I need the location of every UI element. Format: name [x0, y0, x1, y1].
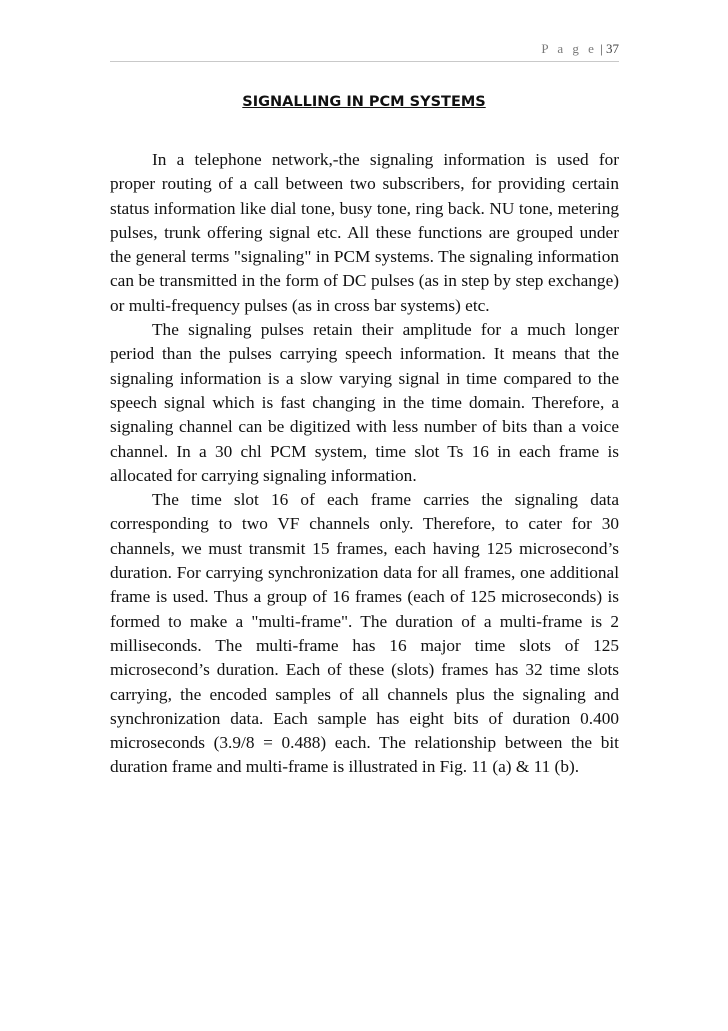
- section-title: SIGNALLING IN PCM SYSTEMS: [242, 94, 486, 110]
- page-label: P a g e: [541, 41, 597, 56]
- paragraph: The signaling pulses retain their amplitude for a much longer period than the pulses carrying speech information. It means that the signaling information is a slow varying signal in time compared to the speech signal which is fast changing in the time domain. Therefore, a signaling channel can be digitized with less number of bits than a voice channel. In a 30 chl PCM system, time slot Ts 16 in each frame is allocated for carrying signaling information.: [110, 320, 619, 485]
- body-text: [110, 148, 619, 780]
- paragraph: In a telephone network,-the signaling information is used for proper routing of a call between two subscribers, for providing certain status information like dial tone, busy tone, ring back. NU tone, metering pulses, trunk offering signal etc. All these functions are grouped under the general terms "signaling" in PCM systems. The signaling information can be transmitted in the form of DC pulses (as in step by step exchange) or multi-frequency pulses (as in cross bar systems) etc.: [110, 150, 619, 315]
- page-number: 37: [606, 41, 619, 56]
- paragraph: The time slot 16 of each frame carries the signaling data corresponding to two VF channels only. Therefore, to cater for 30 channels, we must transmit 15 frames, each having 125 microsecond’s duration. For carrying synchronization data for all frames, one additional frame is used. Thus a group of 16 frames (each of 125 microseconds) is formed to make a "multi-frame". The duration of a multi-frame is 2 milliseconds. The multi-frame has 16 major time slots of 125 microsecond’s duration. Each of these (slots) frames has 32 time slots carrying, the encoded samples of all channels plus the signaling and synchronization data. Each sample has eight bits of duration 0.400 microseconds (3.9/8 = 0.488) each. The relationship between the bit duration frame and multi-frame is illustrated in Fig. 11 (a) & 11 (b).: [110, 490, 619, 777]
- page-separator: |: [600, 41, 603, 56]
- page-header: [110, 41, 619, 62]
